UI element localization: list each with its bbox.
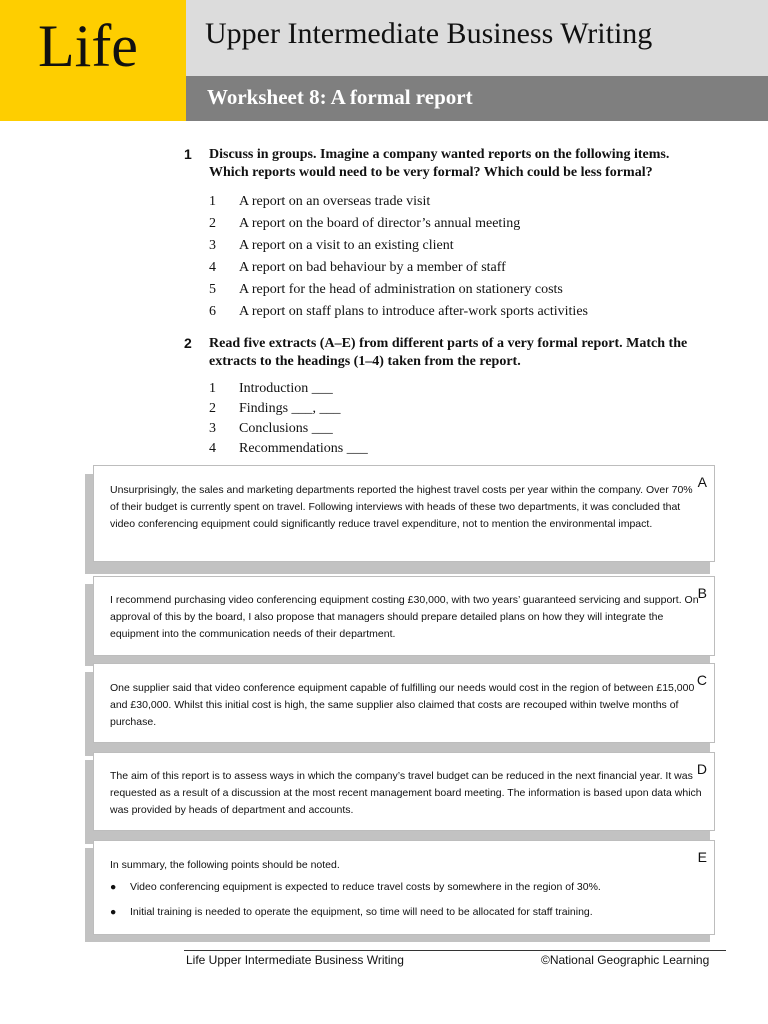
question-1-text: Discuss in groups. Imagine a company wanted reports on the following items. Which reports would need to be very formal? Which could be less formal?	[209, 147, 670, 180]
extract-box-b	[93, 576, 715, 656]
question-2-number: 2	[184, 335, 192, 351]
list-item-number: 1	[209, 381, 216, 396]
page-title: Upper Intermediate Business Writing	[205, 17, 653, 50]
bullet-icon: ●	[110, 906, 117, 918]
list-item-text: A report on staff plans to introduce after-work sports activities	[239, 304, 588, 319]
list-item-number: 4	[209, 260, 216, 275]
list-item-text: A report on a visit to an existing client	[239, 238, 454, 253]
logo	[0, 0, 186, 121]
list-item-text: Findings ___, ___	[239, 401, 341, 416]
list-item	[209, 193, 430, 211]
title-bar	[186, 0, 768, 76]
question-1-number: 1	[184, 146, 192, 162]
list-item	[209, 259, 506, 277]
list-item	[209, 215, 520, 233]
bullet-text: Video conferencing equipment is expected to reduce travel costs by somewhere in the region of 30%.	[130, 881, 601, 893]
list-item-text: A report on bad behaviour by a member of staff	[239, 260, 506, 275]
extract-box-c	[93, 663, 715, 743]
question-2-text: Read five extracts (A–E) from different parts of a very formal report. Match the extracts to the headings (1–4) taken from the report.	[209, 336, 688, 369]
list-item-text: Introduction ___	[239, 381, 333, 396]
list-item-number: 1	[209, 194, 216, 209]
extract-letter: B	[697, 585, 707, 601]
footer-course-title: Life Upper Intermediate Business Writing	[186, 953, 404, 967]
list-item-number: 4	[209, 441, 216, 456]
extract-box-e	[93, 840, 715, 935]
extract-letter: D	[696, 761, 707, 777]
extract-text: I recommend purchasing video conferencing equipment costing £30,000, with two years’ guaranteed servicing and support. On approval of this by the board, I also propose that managers should prepare detailed plans on how they will integrate the equipment into the communication needs of their department.	[110, 594, 699, 640]
list-item	[209, 400, 341, 418]
list-item	[209, 440, 368, 458]
extract-text: In summary, the following points should be noted.	[110, 859, 340, 871]
extract-text: The aim of this report is to assess ways in which the company’s travel budget can be reduced in the next financial year. It was requested as a result of a discussion at the most recent management board meeting. The information is based upon data which was provided by heads of department and accounts.	[110, 770, 702, 816]
extract-text: Unsurprisingly, the sales and marketing departments reported the highest travel costs per year within the company. Over 70% of their budget is currently spent on travel. Following interviews with heads of these two departments, it was concluded that video conferencing equipment could significantly reduce travel expenditure, not to mention the environmental impact.	[110, 484, 693, 530]
extract-box-d	[93, 752, 715, 831]
footer-divider	[184, 950, 726, 951]
extract-letter: C	[696, 672, 707, 688]
bullet-icon: ●	[110, 881, 117, 893]
list-item-text: Conclusions ___	[239, 421, 333, 436]
list-item-number: 5	[209, 282, 216, 297]
footer-copyright: ©National Geographic Learning	[541, 953, 710, 967]
list-item-number: 6	[209, 304, 216, 319]
bullet-text: Initial training is needed to operate the equipment, so time will need to be allocated for staff training.	[130, 906, 593, 918]
list-item-number: 3	[209, 238, 216, 253]
worksheet-title: Worksheet 8: A formal report	[207, 85, 473, 109]
list-item-text: A report for the head of administration on stationery costs	[239, 282, 563, 297]
list-item	[209, 281, 563, 299]
list-item	[209, 237, 454, 255]
list-item-number: 2	[209, 216, 216, 231]
extract-letter: A	[697, 474, 707, 490]
logo-text: Life	[38, 13, 138, 79]
list-item-text: A report on the board of director’s annual meeting	[239, 216, 521, 231]
list-item	[209, 420, 333, 438]
extract-letter: E	[697, 849, 707, 865]
extract-box-a	[93, 465, 715, 562]
list-item-number: 2	[209, 401, 216, 416]
subtitle-bar	[186, 76, 768, 121]
bullet-item	[110, 881, 601, 893]
extract-text: One supplier said that video conference equipment capable of fulfilling our needs would cost in the region of between £15,000 and £30,000. Whilst this initial cost is high, the same supplier also claimed that costs are recouped within twelve months of purchase.	[110, 682, 695, 728]
list-item-text: A report on an overseas trade visit	[239, 194, 431, 209]
list-item	[209, 380, 333, 398]
list-item-number: 3	[209, 421, 216, 436]
bullet-item	[110, 906, 593, 918]
list-item-text: Recommendations ___	[239, 441, 368, 456]
list-item	[209, 303, 588, 321]
